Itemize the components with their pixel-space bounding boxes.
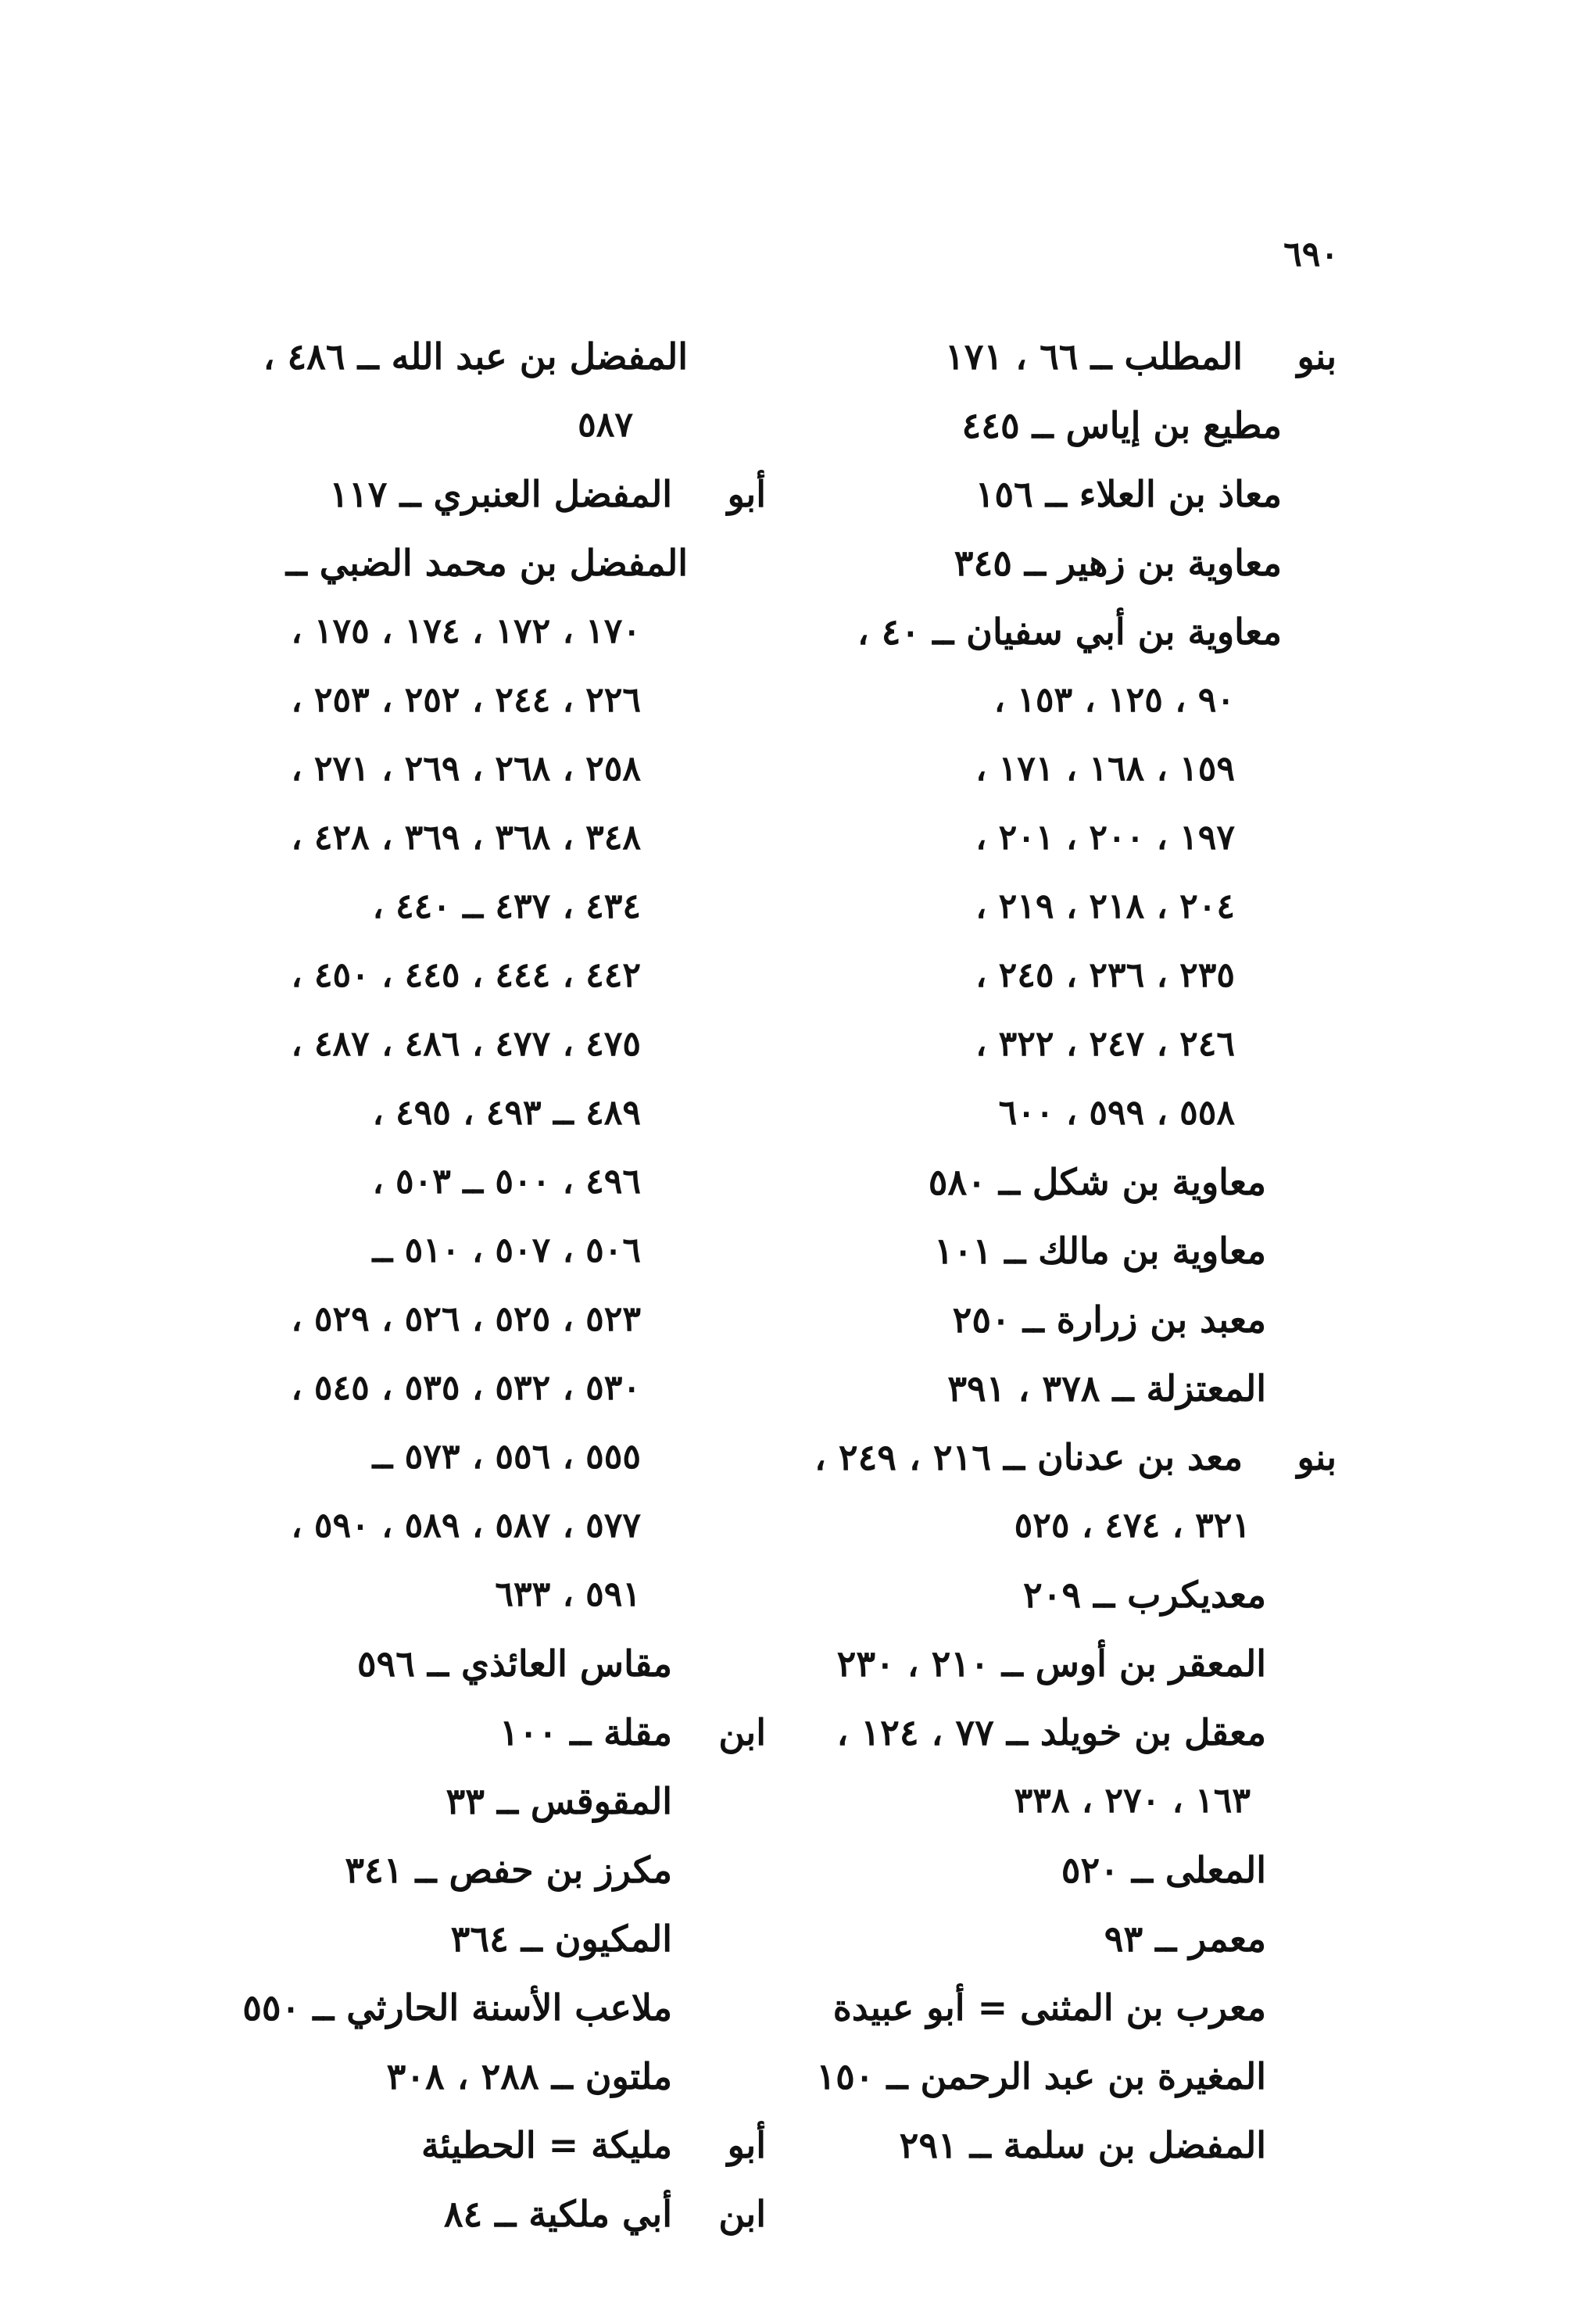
- index-entry-line: [805, 391, 1337, 460]
- index-column-left: [242, 322, 766, 2248]
- entry-text: مكرز بن حفص ــ ٣٤١: [345, 1849, 672, 1891]
- entry-text: ٤٣٤ ، ٤٣٧ ــ ٤٤٠ ،: [372, 886, 641, 926]
- entry-text: المعتزلة ــ ٣٧٨ ، ٣٩١: [947, 1367, 1266, 1409]
- entry-text: ٣٢١ ، ٤٧٤ ، ٥٢٥: [1014, 1506, 1251, 1545]
- entry-text: ٥٧٧ ، ٥٨٧ ، ٥٨٩ ، ٥٩٠ ،: [291, 1506, 641, 1545]
- entry-text: ملتون ــ ٢٨٨ ، ٣٠٨: [386, 2055, 672, 2097]
- entry-prefix: ابن: [718, 2193, 766, 2235]
- entry-text: المكيون ــ ٣٦٤: [450, 1918, 672, 1960]
- entry-text: معد بن عدنان ــ ٢١٦ ، ٢٤٩ ،: [814, 1436, 1243, 1478]
- index-entry-line: [258, 1285, 766, 1354]
- index-entry-line: [805, 460, 1337, 528]
- entry-text: معاذ بن العلاء ــ ١٥٦: [975, 473, 1282, 515]
- entry-text: المعلى ــ ٥٢٠: [1061, 1849, 1266, 1891]
- index-entry-line: [258, 528, 766, 597]
- index-entry-line: [258, 1836, 766, 1904]
- index-entry-line: [805, 1767, 1337, 1836]
- index-entry-line: [258, 2042, 766, 2111]
- entry-text: المفضل بن محمد الضبي ــ: [285, 542, 688, 584]
- entry-text: ١٥٩ ، ١٦٨ ، ١٧١ ،: [975, 749, 1235, 789]
- entry-text: ٥٠٦ ، ٥٠٧ ، ٥١٠ ــ: [372, 1230, 641, 1270]
- index-entry-line: [805, 1354, 1337, 1423]
- entry-text: المطلب ــ ٦٦ ، ١٧١: [945, 335, 1243, 378]
- entry-prefix: أبو: [727, 473, 766, 515]
- entry-prefix: بنو: [1297, 1436, 1337, 1478]
- index-entry-line: [258, 1010, 766, 1079]
- index-entry-line: [242, 1973, 766, 2042]
- entry-text: ٢٤٦ ، ٢٤٧ ، ٣٢٢ ،: [975, 1024, 1235, 1064]
- entry-text: معبد بن زرارة ــ ٢٥٠: [952, 1298, 1266, 1341]
- index-entry-line: [258, 1629, 766, 1698]
- index-entry-line: [258, 1492, 766, 1560]
- index-entry-line: [805, 872, 1337, 941]
- entry-text: معاوية بن أبي سفيان ــ ٤٠ ،: [857, 611, 1282, 653]
- entry-text: المفضل بن عبد الله ــ ٤٨٦ ،: [263, 335, 688, 378]
- index-entry-line: [258, 872, 766, 941]
- index-entry-line: [258, 735, 766, 804]
- index-entry-line: [805, 1973, 1337, 2042]
- entry-text: المغيرة بن عبد الرحمن ــ ١٥٠: [816, 2055, 1266, 2097]
- index-entry-line: [805, 735, 1337, 804]
- entry-text: ملاعب الأسنة الحارثي ــ ٥٥٠: [242, 1986, 672, 2029]
- entry-text: ٢٥٨ ، ٢٦٨ ، ٢٦٩ ، ٢٧١ ،: [291, 749, 641, 789]
- index-entry-line: [258, 1904, 766, 1973]
- entry-prefix: أبو: [727, 2124, 766, 2166]
- entry-text: معاوية بن مالك ــ ١٠١: [934, 1230, 1266, 1272]
- entry-text: المقوقس ــ ٣٣: [446, 1780, 672, 1822]
- entry-text: مليكة = الحطيئة: [420, 2124, 672, 2166]
- index-entry-line: [805, 2042, 1337, 2111]
- index-entry-line: [805, 528, 1337, 597]
- entry-text: ٥٨٧: [578, 405, 633, 445]
- index-entry-line: [805, 1285, 1337, 1354]
- index-entry-line: [805, 941, 1337, 1010]
- entry-prefix: ابن: [718, 1711, 766, 1753]
- entry-text: ٤٧٥ ، ٤٧٧ ، ٤٨٦ ، ٤٨٧ ،: [291, 1024, 641, 1064]
- index-entry-line: [258, 804, 766, 872]
- entry-text: ٢٠٤ ، ٢١٨ ، ٢١٩ ،: [975, 886, 1235, 926]
- entry-text: ٥٢٣ ، ٥٢٥ ، ٥٢٦ ، ٥٢٩ ،: [291, 1299, 641, 1339]
- entry-text: مقاس العائذي ــ ٥٩٦: [356, 1642, 672, 1685]
- entry-text: ٤٨٩ ــ ٤٩٣ ، ٤٩٥ ،: [372, 1093, 641, 1133]
- index-entry-line: [805, 1079, 1337, 1148]
- index-entry-line: [258, 322, 766, 391]
- entry-text: ٥٥٨ ، ٥٩٩ ، ٦٠٠: [998, 1093, 1235, 1133]
- index-entry-line: [258, 666, 766, 735]
- entry-text: معقل بن خويلد ــ ٧٧ ، ١٢٤ ،: [836, 1711, 1266, 1753]
- index-entry-line: [805, 666, 1337, 735]
- index-entry-line: [258, 1354, 766, 1423]
- entry-text: ٩٠ ، ١٢٥ ، ١٥٣ ،: [993, 680, 1235, 720]
- entry-text: المعقر بن أوس ــ ٢١٠ ، ٢٣٠: [836, 1642, 1266, 1685]
- index-entry-line: [258, 391, 766, 460]
- entry-prefix: بنو: [1297, 335, 1337, 378]
- entry-text: معديكرب ــ ٢٠٩: [1023, 1574, 1266, 1616]
- entry-text: ٤٩٦ ، ٥٠٠ ــ ٥٠٣ ،: [372, 1162, 641, 1202]
- entry-text: ٥٣٠ ، ٥٣٢ ، ٥٣٥ ، ٥٤٥ ،: [291, 1368, 641, 1408]
- index-entry-line: [258, 1148, 766, 1216]
- index-entry-line: [805, 1216, 1337, 1285]
- entry-text: ٢٣٥ ، ٢٣٦ ، ٢٤٥ ،: [975, 955, 1235, 995]
- index-entry-line: [258, 1767, 766, 1836]
- entry-text: مقلة ــ ١٠٠: [499, 1711, 672, 1753]
- index-entry-line: [258, 1079, 766, 1148]
- entry-text: مطيع بن إياس ــ ٤٤٥: [961, 404, 1282, 446]
- index-column-right: [805, 322, 1337, 2179]
- index-entry-line: [805, 1423, 1337, 1492]
- index-entry-line: [258, 1216, 766, 1285]
- index-entry-line: [258, 597, 766, 666]
- index-entry-line: [805, 597, 1337, 666]
- index-entry-line: [258, 1698, 766, 1767]
- index-entry-line: [258, 1560, 766, 1629]
- entry-text: المفضل بن سلمة ــ ٢٩١: [899, 2124, 1266, 2166]
- entry-text: معرب بن المثنى = أبو عبيدة: [832, 1986, 1266, 2029]
- entry-text: ٣٤٨ ، ٣٦٨ ، ٣٦٩ ، ٤٢٨ ،: [291, 818, 641, 858]
- index-entry-line: [258, 460, 766, 528]
- index-entry-line: [258, 2179, 766, 2248]
- entry-text: ١٧٠ ، ١٧٢ ، ١٧٤ ، ١٧٥ ،: [291, 611, 641, 651]
- entry-text: معمر ــ ٩٣: [1104, 1918, 1266, 1960]
- entry-text: ١٦٣ ، ٢٧٠ ، ٣٣٨: [1014, 1781, 1251, 1821]
- index-entry-line: [258, 2111, 766, 2179]
- index-entry-line: [805, 1629, 1337, 1698]
- index-entry-line: [258, 1423, 766, 1492]
- entry-text: ١٩٧ ، ٢٠٠ ، ٢٠١ ،: [975, 818, 1235, 858]
- index-entry-line: [805, 804, 1337, 872]
- index-entry-line: [805, 1560, 1337, 1629]
- index-entry-line: [805, 1492, 1337, 1560]
- entry-text: ٥٥٥ ، ٥٥٦ ، ٥٧٣ ــ: [372, 1437, 641, 1477]
- entry-text: المفضل العنبري ــ ١١٧: [329, 473, 672, 515]
- index-entry-line: [805, 322, 1337, 391]
- index-entry-line: [805, 1148, 1337, 1216]
- index-entry-line: [258, 941, 766, 1010]
- index-entry-line: [805, 1904, 1337, 1973]
- entry-text: معاوية بن زهير ــ ٣٤٥: [954, 542, 1282, 584]
- index-entry-line: [805, 1698, 1337, 1767]
- entry-text: ٤٤٢ ، ٤٤٤ ، ٤٤٥ ، ٤٥٠ ،: [291, 955, 641, 995]
- entry-text: ٥٩١ ، ٦٣٣: [495, 1574, 641, 1614]
- entry-text: أبي ملكية ــ ٨٤: [443, 2193, 672, 2235]
- entry-text: ٢٢٦ ، ٢٤٤ ، ٢٥٢ ، ٢٥٣ ،: [291, 680, 641, 720]
- page-number: ٦٩٠: [1283, 235, 1339, 274]
- entry-text: معاوية بن شكل ــ ٥٨٠: [928, 1161, 1266, 1203]
- index-entry-line: [805, 2111, 1337, 2179]
- index-entry-line: [805, 1836, 1337, 1904]
- index-entry-line: [805, 1010, 1337, 1079]
